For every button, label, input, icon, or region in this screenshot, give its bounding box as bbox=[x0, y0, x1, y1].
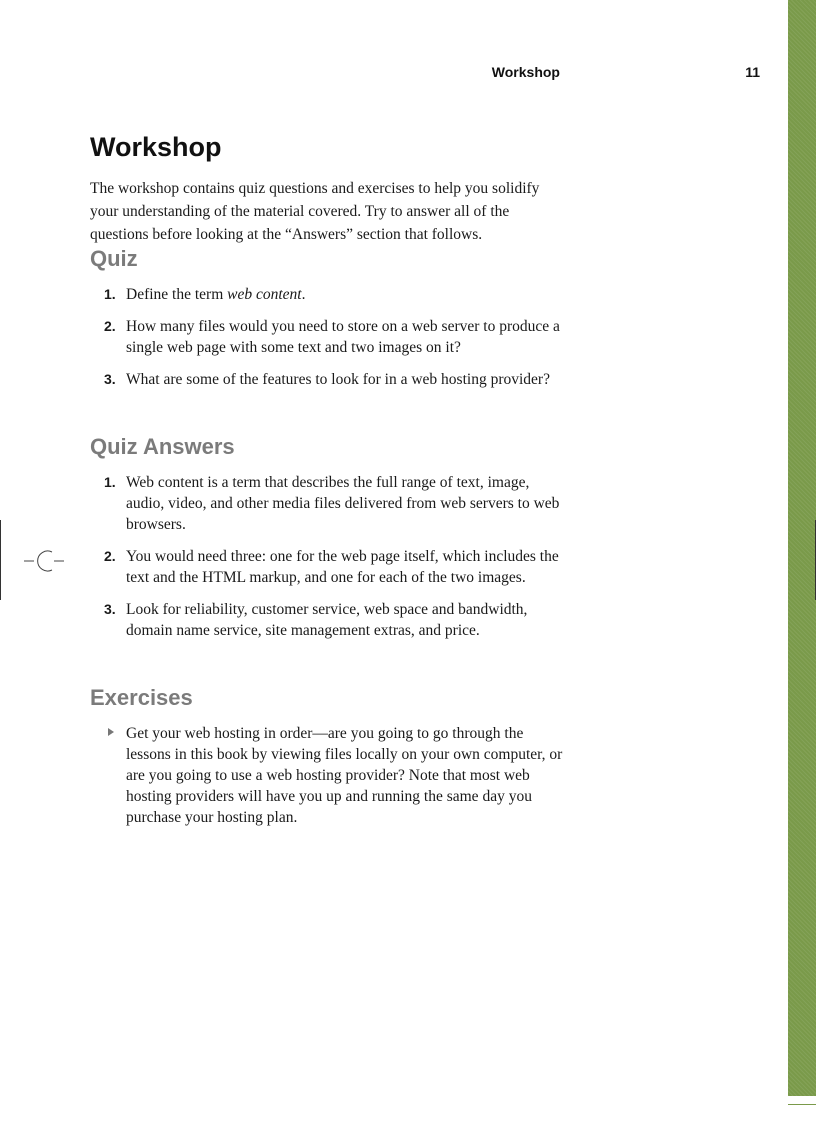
running-header bbox=[0, 64, 760, 84]
page-number: 11 bbox=[745, 64, 760, 80]
answer-item-text: Look for reliability, customer service, web space and bandwidth, domain name service, site management extras, and price. bbox=[126, 601, 528, 639]
answer-item bbox=[90, 546, 570, 588]
quiz-item bbox=[90, 369, 570, 390]
exercises-section bbox=[90, 685, 570, 828]
quiz-item-text: Define the term bbox=[126, 286, 228, 303]
exercise-item bbox=[90, 723, 570, 828]
running-title: Workshop bbox=[491, 64, 560, 80]
side-color-band bbox=[788, 0, 816, 1096]
exercises-heading: Exercises bbox=[90, 685, 193, 710]
quiz-item-term: web content bbox=[227, 286, 302, 303]
side-band-rule bbox=[788, 1104, 816, 1105]
quiz-answers-heading: Quiz Answers bbox=[90, 434, 235, 459]
quiz-list bbox=[90, 284, 570, 390]
item-number: 2. bbox=[104, 548, 116, 564]
page-title: Workshop bbox=[90, 132, 222, 162]
quiz-answers-section bbox=[90, 434, 570, 641]
exercise-item-text: Get your web hosting in order—are you going to go through the lessons in this book by viewing files locally on your own computer, or are you going to use a web hosting provider? Note that most web hosting providers will have you up and running the same day you purchase your hosting plan. bbox=[126, 725, 563, 826]
registration-mark-icon bbox=[22, 546, 68, 576]
answer-item-text: You would need three: one for the web page itself, which includes the text and the HTML markup, and one for each of the two images. bbox=[126, 548, 559, 586]
item-number: 1. bbox=[104, 474, 116, 490]
answer-item-text: Web content is a term that describes the full range of text, image, audio, video, and other media files delivered from web servers to web browsers. bbox=[126, 474, 560, 533]
side-band-notch bbox=[788, 1096, 816, 1123]
answers-list bbox=[90, 472, 570, 641]
quiz-heading: Quiz bbox=[90, 246, 138, 271]
quiz-item-text: What are some of the features to look for in a web hosting provider? bbox=[126, 371, 550, 388]
page-content bbox=[90, 132, 570, 872]
registration-bar-left bbox=[0, 520, 1, 600]
quiz-item-punct: . bbox=[301, 286, 306, 303]
exercises-list bbox=[90, 723, 570, 828]
quiz-item bbox=[90, 284, 570, 305]
quiz-item bbox=[90, 316, 570, 358]
quiz-item-text: How many files would you need to store on a web server to produce a single web page with some text and two images on it? bbox=[126, 318, 560, 356]
answer-item bbox=[90, 472, 570, 535]
item-number: 3. bbox=[104, 601, 116, 617]
item-number: 1. bbox=[104, 286, 116, 302]
item-number: 2. bbox=[104, 318, 116, 334]
answer-item bbox=[90, 599, 570, 641]
intro-paragraph: The workshop contains quiz questions and exercises to help you solidify your understanding of the material covered. Try to answer all of the questions before looking at the “Answers” section that follows. bbox=[90, 180, 540, 243]
item-number: 3. bbox=[104, 371, 116, 387]
quiz-section bbox=[90, 246, 570, 390]
bullet-arrow-icon bbox=[108, 728, 114, 736]
